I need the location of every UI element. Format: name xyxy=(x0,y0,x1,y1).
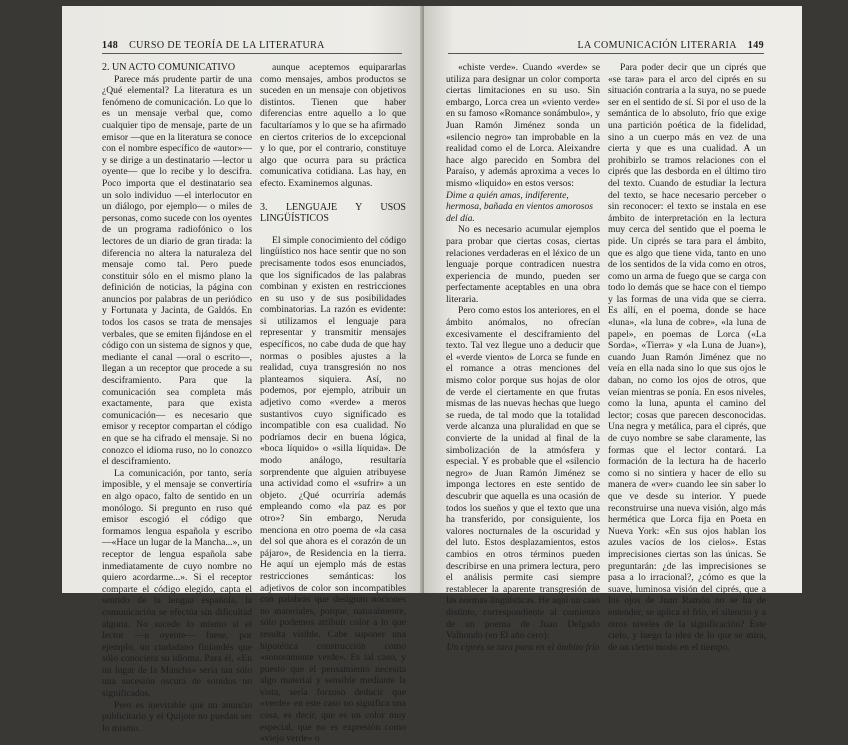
left-page-number: 148 xyxy=(102,40,119,51)
left-running-title: CURSO DE TEORÍA DE LA LITERATURA xyxy=(129,40,325,51)
right-page-number: 149 xyxy=(747,40,764,51)
paragraph: aunque aceptemos equipararlas como mensajes, ambos productos se suceden en un mensaje con objetivos distintos. Tienen que haber diferencias entre aquello a lo que facultaríamos y lo que se ha afirmado en ciertos criterios de lo excepcional y lo que, por el contrario, constituye algo que ocurra para su práctica comunicativa cotidiana. Las hay, en efecto. Examinemos algunas. xyxy=(260,62,406,189)
section-heading-lenguaje: 3. LENGUAJE Y USOS LINGÜÍSTICOS xyxy=(260,201,406,225)
paragraph: «chiste verde». Cuando «verde» se utiliza para designar un color comporta ciertas limitaciones en su uso. Sin embargo, Lorca crea un «viento verde» en su famoso «Romance sonámbulo», y Juan Ramón Jiménez sonda un «silencio negro» tan improbable en la realidad como el de Lorca. Aleixandre hace algo parecido en Sombra del Paraíso, y además aproxima a veces lo mismo «liquido» en estos versos: xyxy=(446,62,600,189)
right-column-1 xyxy=(446,62,600,653)
paragraph: Para poder decir que un ciprés que «se tara» para el arco del ciprés en su situación contraria a la suya, no se puede ser en el sentido de sí. Si por el uso de la semántica de lo absoluto, frío que exige una partición poética de la fidelidad, sino a un cuerpo más en vez de una cierta y que es una cualidad. A un prohibirlo se tramos relaciones con el ciprés que las desborda en el último tiro del texto. Cuando de estudiar la lectura del texto, se hace necesario perceber o sin reconocer: el texto se instala en ese ámbito de interpretación en la lectura muy cerca del sentido que el poema le pide. Un ciprés se tara para el ámbito, que es algo que tiene vida, tanto en uno de los sentidos de la vida como en otros, como un arma de fuego que se carga con todo lo demás que se hace con el tiempo y las formas de una vida que se cierra. Es allí, en el poema, donde se hace «luna», «la luna de cobre», «la luna de papel», en poemas de Lorca («La Sorda», «Tierra» y «la Luna de Juan»), cuando Juan Ramón Jiménez que no veía en ella nada sino lo que sus ojos le daban, no como los ojos de otros, que veían mientras se ponía. En esos niveles, como la luna, apunta el camino del lector; cosas que parecen desconocidas. Una negra y metálica, para el ciprés, que de cuyo nombre se sabe claramente, las formas que el lector contará. La formación de la lectura ha de hacerlo como si no sintiera y hacer de ello su manera de «ver» cuando lee sin saber lo que ve desde su interior. Y puede reconstruirse una nueva visión, algo más hermética que Lorca fija en Poeta en Nueva York: «En sus ojos hablan los azules vacíos de los cielos». Estas imprecisiones ciertas son las únicas. Se preguntarán: ¿de las imprecisiones se pasa a lo irracional?, ¿cómo es que la suave, luminosa visión del ciprés, que a los ojos de Juan Ramón no se ha de entender, se aplica el frío, el silencio y a otros niveles de la significación? Este cielo, y luego la idea de lo que se mira, de un cierto modo en el tiempo. xyxy=(608,62,766,653)
verse-quote-ciprés: Un ciprés se tara para en el ámbito frío xyxy=(446,641,600,653)
right-page xyxy=(424,6,802,653)
paragraph: El simple conocimiento del código lingüístico nos hace sentir que no son precisamente todos esos enunciados, que los significados de las palabras combinan y existen en restricciones en su uso y de sus posibilidades combinatorias. La razón es evidente: si utilizamos el lenguaje para representar y transmitir mensajes específicos, no cabe duda de que hay normas o posibles ajustes a la realidad, cuya transgresión no nos planteamos siquiera. Así, no podemos, por ejemplo, atribuir un adjetivo como «verde» a meros sustantivos cuyo significado es incompatible con esa cualidad. No podríamos decir en buena lógica, «boca líquido» o «silla líquida». De modo análogo, resultaría sorprendente que alguien atribuyese una actividad como el «sufrir» a un objeto. ¿Qué ocurriría además empleando como «la paz es por otro»? Sin embargo, Neruda menciona en otro poema de «la casa del sol que ahora es el corazón de un pájaro», de Residencia en la tierra. He aquí un ejemplo más de estas restricciones semánticas: los adjetivos de color son incompatibles con palabras que designan nociones no materiales, porque, naturalmente, sólo podemos atribuir color a lo que resulta visible. Cabe suponer una hipotética construcción como «sonoramente verde». Es tal caso, y puesto que el pensamiento necesita algo material y sensible mediante la vista, sería forzoso deducir que «verde» en este caso no significa una cosa, es decir, que es un color muy especial, que no es expresión como «viejo verde» o xyxy=(260,234,406,745)
paragraph: Pero como estos los anteriores, en el ámbito anómalos, no ofrecían excesivamente el desciframiento del texto. Tal vez llegue uno a deducir que el «verde viento» de Lorca se funde en el romance a otras menciones del mismo color porque sus hojas de olor de verde el ciertamente en que frutas mismas de las nuevas hechas que luego se rueda, de tal modo que la totalidad verde alcanza una pluralidad en que se convierte de la unidad al final de la simbolización de la atmósfera y especial. Y es probable que el «silencio negro» de Juan Ramón Jiménez se imponga lectores en este sentido de descubrir que aquella es una ocasión de todos los sueños y que el texto que una ha transferido, por consiguiente, los valores nocturnales de la oscuridad y del luto. Estos desplazamientos, estos cambios en otros términos pueden describirse en una primera lectura, pero el análisis permite casi siempre restablecer la aparente transgresión de las normas lingüísticas. He aquí un caso distinto, correspondiente al comienzo de un poema de Juan Delgado Valhondo (en El año cero): xyxy=(446,305,600,642)
paragraph: Pero es inevitable que un anuncio publicitario y el Quijote no puedan ser lo mismo. xyxy=(102,699,252,734)
paragraph: Parece más prudente partir de una ¿Qué elemental? La literatura es un fenómeno de comunicación. Lo que lo es un mensaje verbal que, como cualquier tipo de mensaje, parte de un emisor —que en la literatura se conoce con el nombre específico de «autor»— y se dirige a un destinatario —lector u oyente— que lo recibe y lo descifra. Poco importa que el destinatario sea un solo individuo —el interlocutor en un diálogo, por ejemplo— o miles de personas, como sucede con los oyentes de un programa radiofónico o los lectores de un diario de gran tirada: la diferencia no altera la naturaleza del mensaje como tal. Pero puede constituir sólo en el mismo plano la definición de noticias, la página con anuncios por palabras de un periódico y Fortunata y Jacinta, de Galdós. En todos los casos se trata de mensajes verbales, que se emiten fijándose en el código con un sistema de signos y que, mediante el canal —oral o escrito—, llegan a un receptor que procede a su desciframiento. Para que la comunicación sea completa más exactamente, para que exista comunicación— es necesario que emisor y receptor compartan el código en que se ha cifrado el mensaje. Si no conozco el idioma ruso, no lo conozco el desciframiento. xyxy=(102,73,252,468)
right-column-2 xyxy=(608,62,766,653)
verse-quote: Dime a quién amas, indiferente, hermosa, bañada en vientos amorosos del día. xyxy=(446,189,594,224)
right-running-head xyxy=(448,40,764,54)
paragraph: No es necesario acumular ejemplos para probar que ciertas cosas, ciertas relaciones verdaderas en el léxico de un lenguaje porque contradicen nuestra experiencia de mundo, pueden ser perfectamente aceptables en una obra literaria. xyxy=(446,224,600,305)
left-page xyxy=(62,6,424,745)
right-running-title: LA COMUNICACIÓN LITERARIA xyxy=(577,40,737,51)
section-heading-acto-comunicativo: 2. UN ACTO COMUNICATIVO xyxy=(102,62,236,73)
left-running-head xyxy=(102,40,402,54)
paragraph: La comunicación, por tanto, sería imposible, y el mensaje se convertiría en algo opaco, falto de sentido en un monólogo. Si pregunto en ruso qué emisor escogió el código que formamos lengua española y escribo—«Hace un lugar de la Mancha...», un receptor de lengua española sabe inmediatamente de cuyo nombre no quiero acordarme...». Si el receptor comparte el código elegido, capta el sentido de la lengua española, la comunicación se efectúa sin dificultad alguna. No sucede lo mismo si el lector —u oyente— fuese, por ejemplo, un ciudadano finlandés que sólo conociera su idioma. Para él, «En un lugar de la Mancha» sería tan sólo una sucesión oscura de sonidos no significados. xyxy=(102,467,252,700)
left-column-2 xyxy=(260,62,406,745)
left-column-1 xyxy=(102,62,252,734)
